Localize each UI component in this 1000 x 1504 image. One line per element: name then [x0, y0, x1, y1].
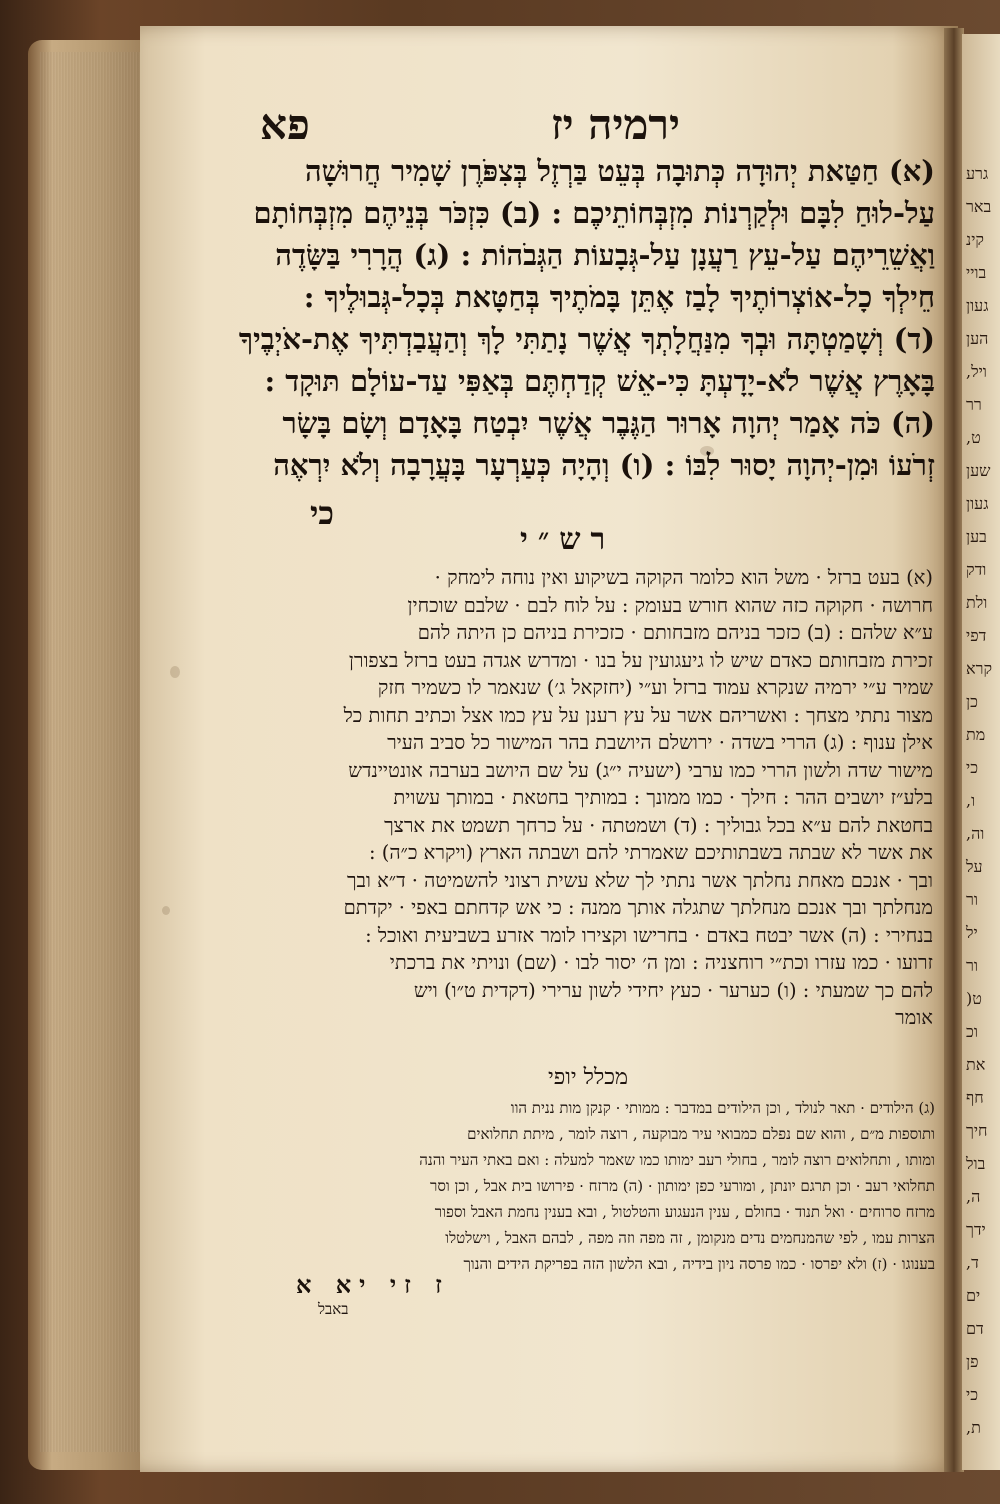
verse-line: (ד) וְשָׁמַטְתָּה וּבְךָ מִנַּחֲלָתְךָ אֲשֶׁר נָתַתִּי לָךְ וְהַעֲבַדְתִּיךָ אֶת-אֹיְבֶיךָ — [238, 322, 935, 356]
right-page-fragment-text: ה, — [966, 1187, 981, 1206]
right-page-fragment-text: חף — [966, 1088, 984, 1107]
mikhlal-line: ומותו , ותחלואים רוצה לומר , בחולי רעב ימותו כמו שאמר למעלה : ואם באתי העיר והנה — [419, 1151, 935, 1169]
right-page-fragment-text: קרא — [966, 659, 993, 678]
verse-line: (ה) כֹּה אָמַר יְהוָה אָרוּר הַגֶּבֶר אֲשֶׁר יִבְטַח בָּאָדָם וְשָׂם בָּשָׂר — [282, 406, 935, 440]
rashi-line: זרועו · כמו עזרו וכת״י רוחצניה : ומן ה׳ יסור לבו · (שם) ונויתי את ברכתי — [389, 951, 933, 974]
rashi-line: זכירת מזבחותם כאדם שיש לו גיעגועין על בנו · ומדרש אגדה בעט ברזל בצפורן — [348, 648, 933, 672]
rashi-line: מצור נתתי מצחך : ואשריהם אשר על עץ רענן על עץ כמו אצל וכתיב תחות כל — [343, 703, 933, 727]
right-page-fragment-text: געון — [966, 296, 989, 315]
folio-number: פא — [260, 100, 310, 149]
right-page-fragment-text: וה, — [966, 824, 985, 843]
right-page-fragment-text: רר — [966, 395, 982, 414]
mikhlal-line: בענוגו · (ז) ולא יפרסו · כמו פרסה ניון בידיה , ובא הלשון הזה בפריקת הידים והנוך — [463, 1255, 935, 1273]
right-page-fragment-text: דפי — [966, 626, 987, 645]
right-page-fragment-text: יל — [966, 923, 978, 942]
rashi-line: שמיר ע״י ירמיה שנקרא עמוד ברזל וע״י (יחזקאל ג׳) שנאמר לו כשמיר חזק — [377, 676, 933, 699]
rashi-line: מנחלתך ובך אנכם מנחלתך שתגלה אותך ממנה : כי אש קדחתם באפי · יקדתם — [343, 896, 933, 919]
right-page-fragment-text: ודק — [966, 560, 987, 579]
rashi-line: (א) בעט ברזל · משל הוא כלומר הקוקה בשיקוע ואין נוחה לימחק · — [434, 566, 933, 589]
right-page-fragment-text: קינ — [966, 230, 984, 249]
right-page-fragment-text: בויי — [966, 263, 987, 282]
verse-line: בָּאָרֶץ אֲשֶׁר לֹא-יָדָעְתָּ כִּי-אֵשׁ קְדַחְתֶּם בְּאַפִּי עַד-עוֹלָם תּוּקָד : — [264, 364, 935, 398]
running-header — [240, 100, 680, 150]
rashi-line: בנחירי : (ה) אשר יבטח באדם · בחרישו וקצירו לומר אזרע בשביעית ואוכל : — [365, 923, 933, 947]
mikhlal-commentary — [190, 1095, 935, 1277]
right-page-fragment-text: בול — [966, 1154, 986, 1173]
mikhlal-line: תחלואי רעב · וכן תרגם יונתן , ומורעי כפן ימותון · (ה) מרזח · פירושו בית אבל , וכן וסר — [429, 1177, 935, 1195]
mikhlal-line: ותוספות מ״ם , והוא שם נפלם כמבואי עיר מבוקעה , רוצה לומר , מיתת תחלואים — [467, 1125, 935, 1143]
mikhlal-line: (ג) הילודים · תאר לנולד , וכן הילודים במדבר : ממותי · קנקן מות ננית הוו — [510, 1099, 935, 1117]
mikhlal-line: מרזח סרוחים · ואל תנוד · בחולם , ענין הנעגוע והטלטול , ובא בענין נחמת האבל וספור — [434, 1203, 935, 1221]
footer-catchword: באבל — [318, 1300, 349, 1318]
rashi-line: להם כך שמעתי : (ו) כערער · כעץ יחידי לשון ערירי (דקדית ט״ו) ויש — [413, 978, 933, 1002]
right-page-fragment-text: בען — [966, 527, 987, 546]
stain-mark — [170, 666, 180, 678]
rashi-line: ובך · אנכם מאחת נחלתך אשר נתתי לך שלא עשית רצוני להשמיטה · ד״א ובך — [346, 868, 933, 892]
right-page-fragment — [962, 34, 1000, 1470]
right-page-fragment-text: גרע — [966, 164, 989, 183]
scripture-text — [200, 150, 935, 486]
right-page-fragment-text: הען — [966, 329, 989, 348]
right-page-fragment-text: ים — [966, 1286, 981, 1305]
right-page-fragment-text: שען — [966, 461, 991, 480]
stain-mark — [162, 906, 170, 915]
book-gutter — [944, 28, 964, 1472]
verse-line: זְרֹעוֹ וּמִן-יְהוָה יָסוּר לִבּוֹ : (ו) וְהָיָה כְּעַרְעָר בָּעֲרָבָה וְלֹא יִרְאֶה — [273, 448, 935, 482]
verse-line: וַאֲשֵׁרֵיהֶם עַל-עֵץ רַעֲנָן עַל-גְּבָעוֹת הַגְּבֹהוֹת : (ג) הֲרָרִי בַּשָּׂדֶה — [275, 238, 935, 272]
signature-mark: ז זי יא א — [296, 1270, 450, 1299]
right-page-fragment-text: ט, — [966, 428, 981, 447]
right-page-fragment-text: כן — [966, 692, 978, 711]
mikhlal-heading: מכלל יופי — [548, 1065, 629, 1090]
right-page-fragment-text: ולת — [966, 593, 988, 612]
rashi-line: אומר — [895, 1006, 933, 1029]
right-page-fragment-text: ו, — [966, 791, 976, 810]
right-page-fragment-text: געון — [966, 494, 989, 513]
right-page-fragment-text: ד, — [966, 1253, 979, 1272]
right-page-fragment-text: כי — [966, 1385, 979, 1404]
verse-line: חֵילְךָ כָל-אוֹצְרוֹתֶיךָ לָבַז אֶתֵּן בָּמֹתֶיךָ בְּחַטָּאת בְּכָל-גְּבוּלֶיךָ : — [303, 280, 935, 314]
rashi-line: את אשר לא שבתה בשבתותיכם שאמרתי להם ושבתה הארץ (ויקרא כ״ה) : — [368, 841, 933, 864]
verse-line: עַל-לוּחַ לִבָּם וּלְקַרְנוֹת מִזְבְּחוֹתֵיכֶם : (ב) כִּזְכֹּר בְּנֵיהֶם מִזְבְּחוֹתָם — [253, 196, 935, 230]
rashi-line: ע״א שלהם : (ב) כזכר בניהם מזבחותם · כזכירת בניהם כן היתה להם — [417, 621, 933, 644]
right-page-fragment-text: חיך — [966, 1121, 988, 1140]
rashi-commentary — [188, 564, 933, 1032]
right-page-fragment-text: ת, — [966, 1418, 981, 1437]
right-page-fragment-text: וכ — [966, 1022, 978, 1041]
right-page-fragment-text: על — [966, 857, 983, 876]
right-page-fragment-text: ויל, — [966, 362, 987, 381]
right-page-fragment-text: את — [966, 1055, 986, 1074]
right-page-fragment-text: כי — [966, 758, 979, 777]
rashi-line: אילן ענוף : (ג) הררי בשדה · ירושלם היושבת בהר המישור כל סביב העיר — [387, 731, 933, 754]
rashi-heading: רש״י — [520, 522, 616, 557]
right-page-fragment-text: פן — [966, 1352, 979, 1371]
right-page-fragment-text: ור — [966, 956, 978, 975]
page-edges-texture — [40, 52, 140, 1452]
rashi-line: חרושה · חקוקה כזה שהוא חורש בעומק : על לוח לבם · שלבם שוכחין — [407, 593, 933, 617]
right-page-fragment-text: ידך — [966, 1220, 986, 1239]
mikhlal-line: הצרות עמו , לפי שהמנחמים נדים מנקומן , זה מפה וזה מפה , לבהם האבל , וישלטלו — [445, 1229, 935, 1247]
right-page-fragment-text: ט( — [966, 989, 982, 1008]
catchword: כי — [310, 494, 335, 532]
verse-line: (א) חַטַּאת יְהוּדָה כְּתוּבָה בְּעֵט בַּרְזֶל בְּצִפֹּרֶן שָׁמִיר חֲרוּשָׁה — [304, 154, 935, 188]
rashi-line: מישור שדה ולשון הררי כמו ערבי (ישעיה י״ג) על שם היושב בערבה אונטיינדש — [348, 758, 933, 782]
rashi-line: בלע״ז יושבים ההר : חילך · כמו ממונך : במותיך בחטאת · במותך עשוית — [393, 786, 933, 809]
right-page-fragment-text: דם — [966, 1319, 984, 1338]
right-page-fragment-text: ור — [966, 890, 978, 909]
rashi-line: בחטאת להם ע״א בכל גבוליך : (ד) ושמטתה · על כרחך תשמט את ארצך — [384, 813, 933, 837]
page-title: ירמיה יז — [550, 100, 680, 149]
right-page-fragment-text: מת — [966, 725, 986, 744]
right-page-fragment-text: באר — [966, 197, 992, 216]
